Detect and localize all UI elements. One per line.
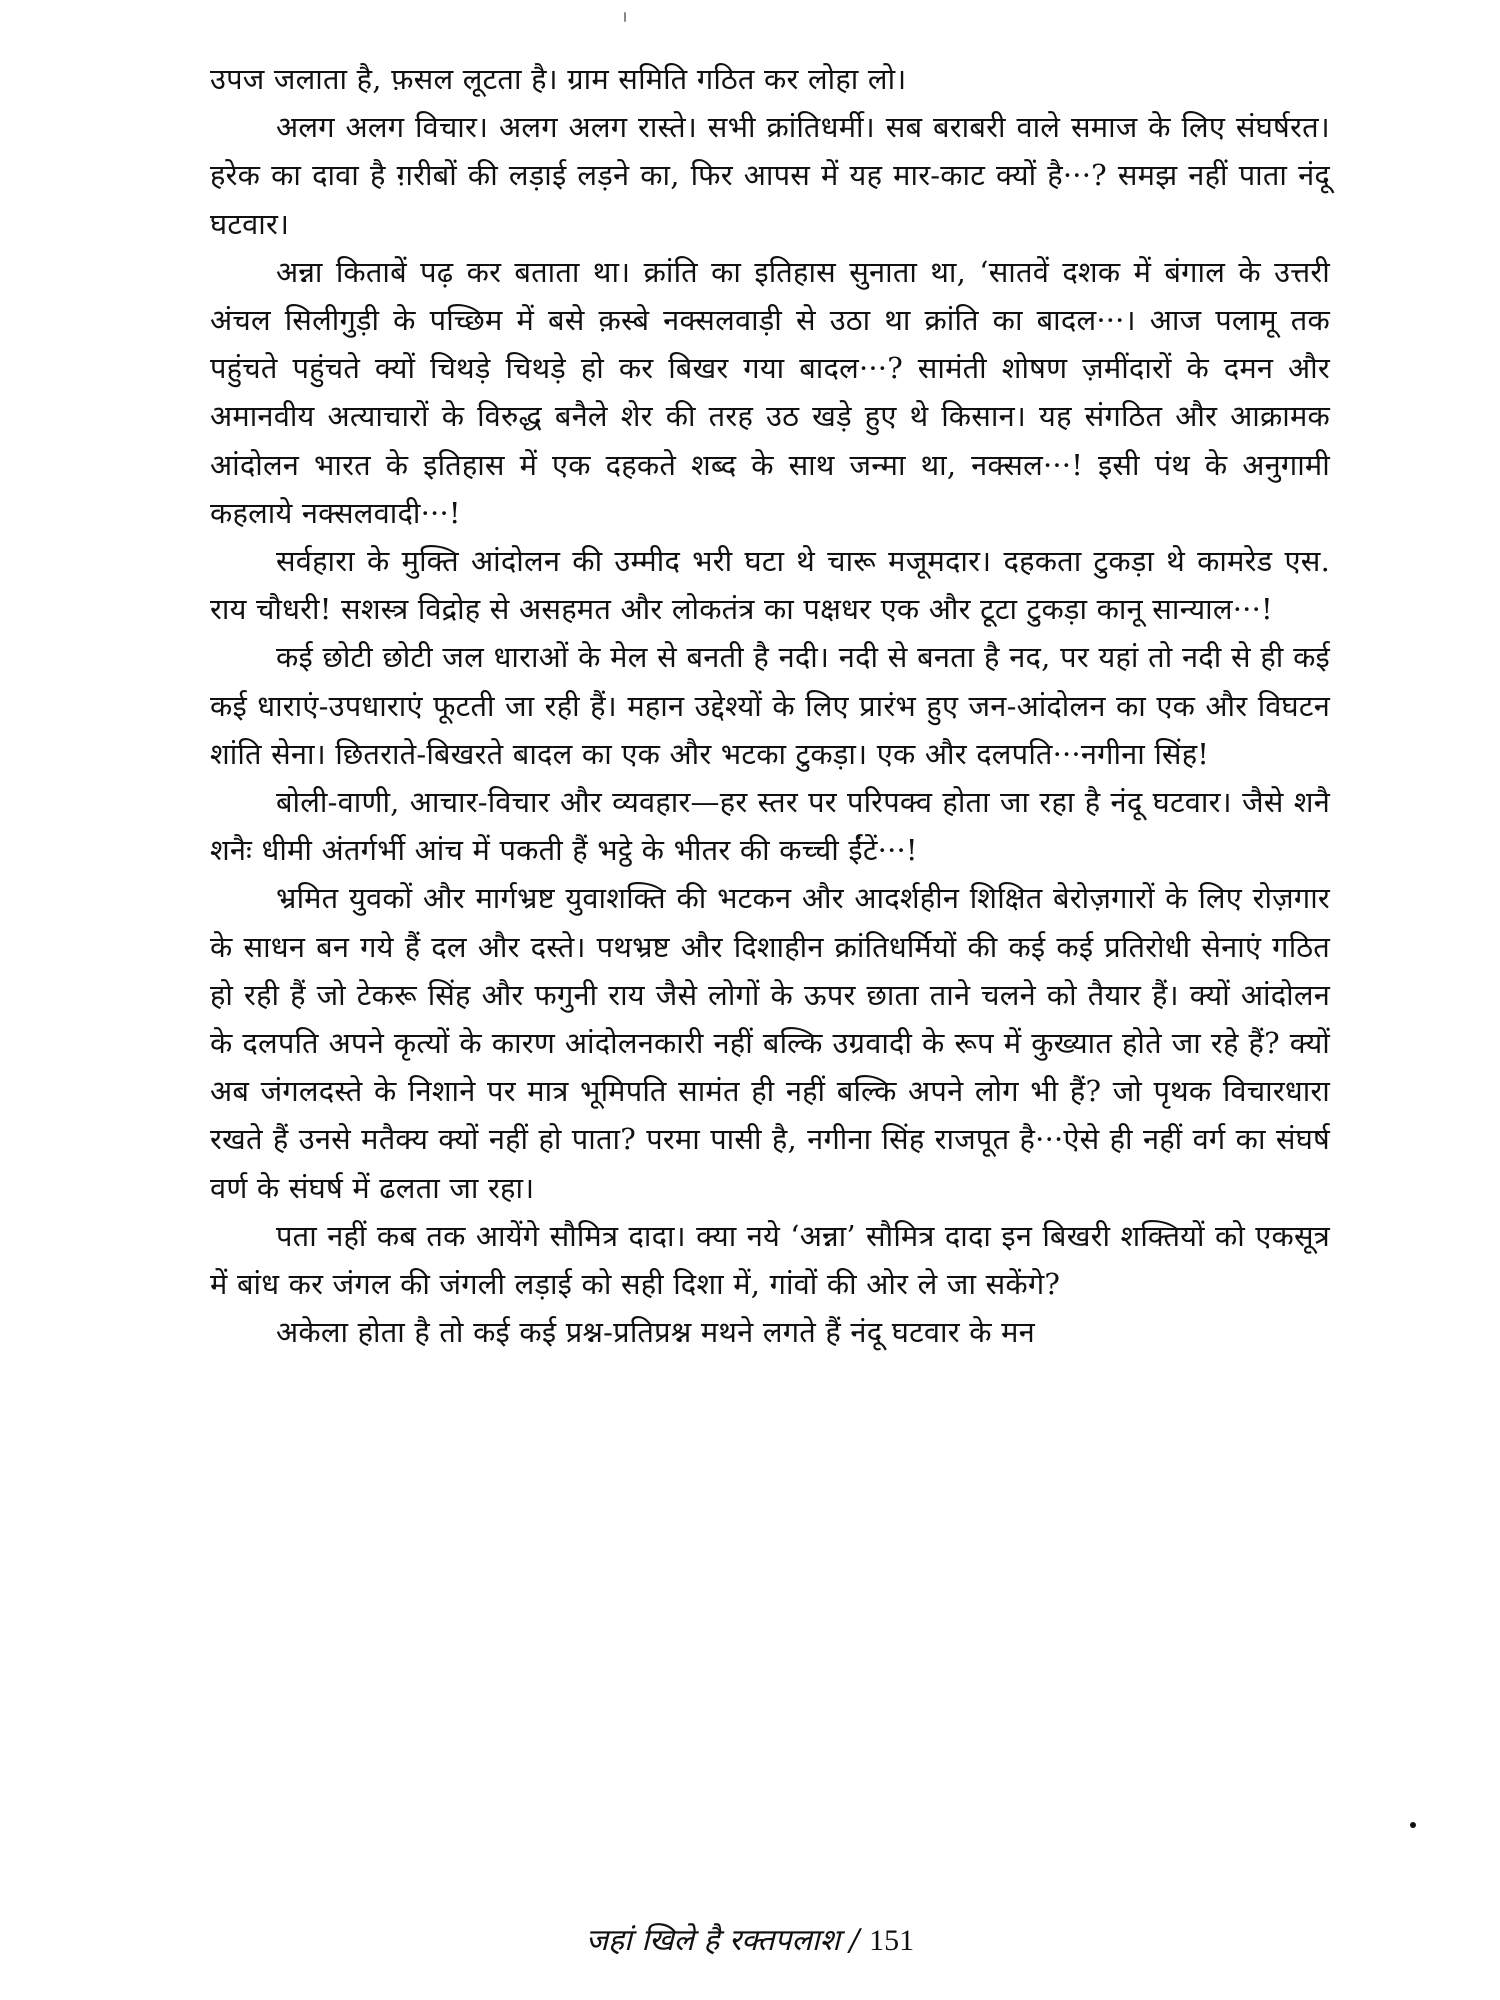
- paragraph-3: अन्ना किताबें पढ़ कर बताता था। क्रांति का इतिहास सुनाता था, ‘सातवें दशक में बंगाल के उत्तरी अंचल सिलीगुड़ी के पच्छिम में बसे क़स्बे नक्सलवाड़ी से उठा था क्रांति का बादल···। आज पलामू तक पहुंचते पहुंचते क्यों चिथड़े चिथड़े हो कर बिखर गया बादल···? सामंती शोषण ज़मींदारों के दमन और अमानवीय अत्याचारों के विरुद्ध बनैले शेर की तरह उठ खड़े हुए थे किसान। यह संगठित और आक्रामक आंदोलन भारत के इतिहास में एक दहकते शब्द के साथ जन्मा था, नक्सल···! इसी पंथ के अनुगामी कहलाये नक्सलवादी···!: [210, 254, 1330, 530]
- page-number: 151: [869, 1924, 915, 1957]
- paragraph-9: अकेला होता है तो कई कई प्रश्न-प्रतिप्रश्न मथने लगते हैं नंदू घटवार के मन: [276, 1315, 1035, 1350]
- paragraph-5: कई छोटी छोटी जल धाराओं के मेल से बनती है नदी। नदी से बनता है नद, पर यहां तो नदी से ही कई कई धाराएं-उपधाराएं फूटती जा रही हैं। महान उद्देश्यों के लिए प्रारंभ हुए जन-आंदोलन का एक और विघटन शांति सेना। छितराते-बिखरते बादल का एक और भटका टुकड़ा। एक और दलपति···नगीना सिंह!: [210, 640, 1330, 771]
- paragraph-1: उपज जलाता है, फ़सल लूटता है। ग्राम समिति गठित कर लोहा लो।: [210, 62, 907, 96]
- page-footer: [0, 1918, 1500, 1959]
- book-page: [210, 55, 1330, 1915]
- footer-separator: /: [839, 1923, 870, 1958]
- body-text: [210, 55, 1330, 1356]
- print-speck-margin: [1410, 1822, 1416, 1828]
- print-speck-top: [624, 12, 626, 22]
- paragraph-4: सर्वहारा के मुक्ति आंदोलन की उम्मीद भरी घटा थे चारू मजूमदार। दहकता टुकड़ा थे कामरेड एस. राय चौधरी! सशस्त्र विद्रोह से असहमत और लोकतंत्र का पक्षधर एक और टूटा टुकड़ा कानू सान्याल···!: [210, 544, 1330, 627]
- paragraph-8: पता नहीं कब तक आयेंगे सौमित्र दादा। क्या नये ‘अन्ना’ सौमित्र दादा इन बिखरी शक्तियों को एकसूत्र में बांध कर जंगल की जंगली लड़ाई को सही दिशा में, गांवों की ओर ले जा सकेंगे?: [210, 1218, 1330, 1302]
- paragraph-6: बोली-वाणी, आचार-विचार और व्यवहार—हर स्तर पर परिपक्व होता जा रहा है नंदू घटवार। जैसे शनै शनैः धीमी अंतर्गर्भी आंच में पकती हैं भट्ठे के भीतर की कच्ची ईंटें···!: [210, 785, 1330, 868]
- book-title: जहां खिले है रक्तपलाश: [585, 1923, 840, 1958]
- paragraph-2: अलग अलग विचार। अलग अलग रास्ते। सभी क्रांतिधर्मी। सब बराबरी वाले समाज के लिए संघर्षरत। हरेक का दावा है ग़रीबों की लड़ाई लड़ने का, फिर आपस में यह मार-काट क्यों है···? समझ नहीं पाता नंदू घटवार।: [210, 110, 1330, 241]
- paragraph-7: भ्रमित युवकों और मार्गभ्रष्ट युवाशक्ति की भटकन और आदर्शहीन शिक्षित बेरोज़गारों के लिए रोज़गार के साधन बन गये हैं दल और दस्ते। पथभ्रष्ट और दिशाहीन क्रांतिधर्मियों की कई कई प्रतिरोधी सेनाएं गठित हो रही हैं जो टेकरू सिंह और फगुनी राय जैसे लोगों के ऊपर छाता ताने चलने को तैयार हैं। क्यों आंदोलन के दलपति अपने कृत्यों के कारण आंदोलनकारी नहीं बल्कि उग्रवादी के रूप में कुख्यात होते जा रहे हैं? क्यों अब जंगलदस्ते के निशाने पर मात्र भूमिपति सामंत ही नहीं बल्कि अपने लोग भी हैं? जो पृथक विचारधारा रखते हैं उनसे मतैक्य क्यों नहीं हो पाता? परमा पासी है, नगीना सिंह राजपूत है···ऐसे ही नहीं वर्ग का संघर्ष वर्ण के संघर्ष में ढलता जा रहा।: [210, 881, 1330, 1205]
